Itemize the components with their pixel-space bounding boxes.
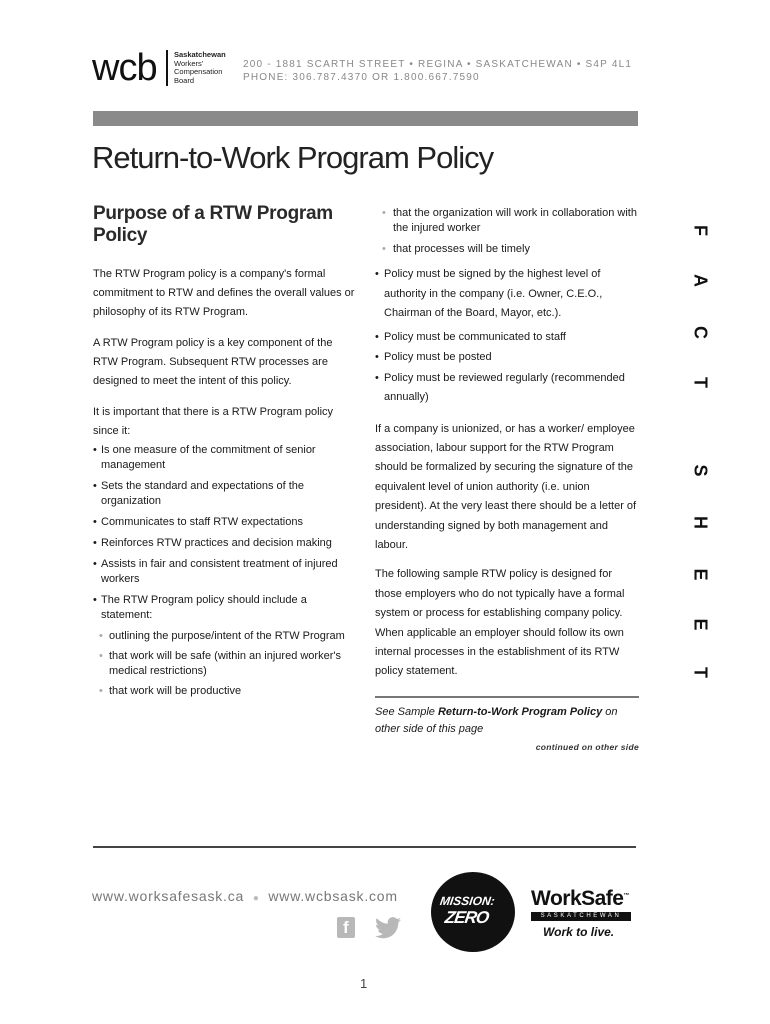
- left-column: [93, 203, 358, 704]
- separator: ●: [252, 893, 260, 904]
- fact-sheet-letter: A: [690, 274, 711, 287]
- paragraph: The RTW Program policy is a company's formal commitment to RTW and defines the overall values or philosophy of its RTW Program.: [93, 268, 355, 318]
- list-item: • Reinforces RTW practices and decision making: [93, 536, 358, 551]
- tagline: Work to live.: [543, 925, 615, 939]
- list-item: • Communicates to staff RTW expectations: [93, 515, 358, 530]
- list-item: • Is one measure of the commitment of senior management: [93, 443, 358, 473]
- paragraph: If a company is unionized, or has a worker/ employee association, labour support for the RTW Program should be formalized by securing the signature of the equivalent level of union authority (i.e. union president). At the very least there should be a letter of understanding signed by both management and labour.: [375, 422, 637, 551]
- fact-sheet-letter: T: [690, 667, 711, 678]
- paragraph: A RTW Program policy is a key component of the RTW Program. Subsequent RTW processes are designed to meet the intent of this policy.: [93, 337, 333, 387]
- divider: [375, 696, 639, 698]
- wcb-logo: [92, 48, 232, 88]
- list-item: • Policy must be posted: [375, 348, 639, 368]
- logo-wordmark: wcb: [92, 47, 157, 89]
- list-item: • Policy must be communicated to staff: [375, 328, 639, 348]
- page-title: Return-to-Work Program Policy: [92, 140, 494, 175]
- right-column: [375, 206, 639, 752]
- address-line: 200 - 1881 SCARTH STREET • REGINA • SASKATCHEWAN • S4P 4L1: [243, 59, 633, 70]
- fact-sheet-letter: T: [690, 377, 711, 388]
- list-item: • Policy must be signed by the highest level of authority in the company (i.e. Owner, C.E.O., Chairman of the Board, Mayor, etc.).: [375, 265, 639, 324]
- footer-divider: [93, 846, 636, 848]
- header-bar: [93, 111, 638, 126]
- wcb-link[interactable]: www.wcbsask.com: [268, 888, 398, 904]
- sub-list-item: • that work will be safe (within an injured worker's medical restrictions): [93, 649, 358, 679]
- worksafe-link[interactable]: www.worksafesask.ca: [92, 888, 245, 904]
- list-item: • The RTW Program policy should include a statement:: [93, 593, 358, 623]
- fact-sheet-letter: S: [690, 464, 711, 477]
- worksafe-logo: WorkSafe™ SASKATCHEWAN Work to live.: [531, 885, 631, 939]
- address-block: [243, 58, 632, 84]
- sub-list-item: • that the organization will work in collaboration with the injured worker: [375, 206, 639, 236]
- footer-links: [92, 888, 398, 904]
- continued-note: continued on other side: [535, 741, 639, 752]
- sub-list-item: • that processes will be timely: [375, 242, 639, 257]
- phone-line: PHONE: 306.787.4370 OR 1.800.667.7590: [243, 72, 480, 83]
- list-item: • Assists in fair and consistent treatment of injured workers: [93, 557, 358, 587]
- logo-divider: [166, 50, 168, 86]
- fact-sheet-letter: C: [690, 326, 711, 339]
- section-heading: Purpose of a RTW Program Policy: [93, 203, 333, 246]
- twitter-icon[interactable]: [375, 917, 401, 944]
- mission-zero-logo: MISSION: ZERO: [431, 872, 515, 952]
- paragraph: The following sample RTW policy is designed for those employers who do not typically have a formal system or process for establishing company policy. When applicable an employer should follow its own internal processes in the establishment of its RTW policy statement.: [375, 568, 625, 678]
- list-item: • Policy must be reviewed regularly (recommended annually): [375, 369, 639, 408]
- fact-sheet-letter: F: [690, 225, 711, 236]
- fact-sheet-letter: H: [690, 516, 711, 529]
- sub-list-item: • outlining the purpose/intent of the RTW Program: [93, 629, 358, 644]
- page-number: 1: [360, 976, 368, 991]
- see-sample-note: See Sample Return-to-Work Program Policy on other side of this page: [375, 705, 618, 735]
- logo-org-name: Saskatchewan Workers' Compensation Board: [174, 50, 226, 85]
- list-item: • Sets the standard and expectations of the organization: [93, 479, 358, 509]
- facebook-icon[interactable]: f: [337, 917, 355, 938]
- sub-list-item: • that work will be productive: [93, 684, 358, 699]
- sample-policy-reference: Return-to-Work Program Policy: [437, 705, 603, 718]
- fact-sheet-letter: E: [690, 618, 711, 631]
- fact-sheet-letter: E: [690, 568, 711, 581]
- paragraph: It is important that there is a RTW Program policy since it:: [93, 406, 334, 437]
